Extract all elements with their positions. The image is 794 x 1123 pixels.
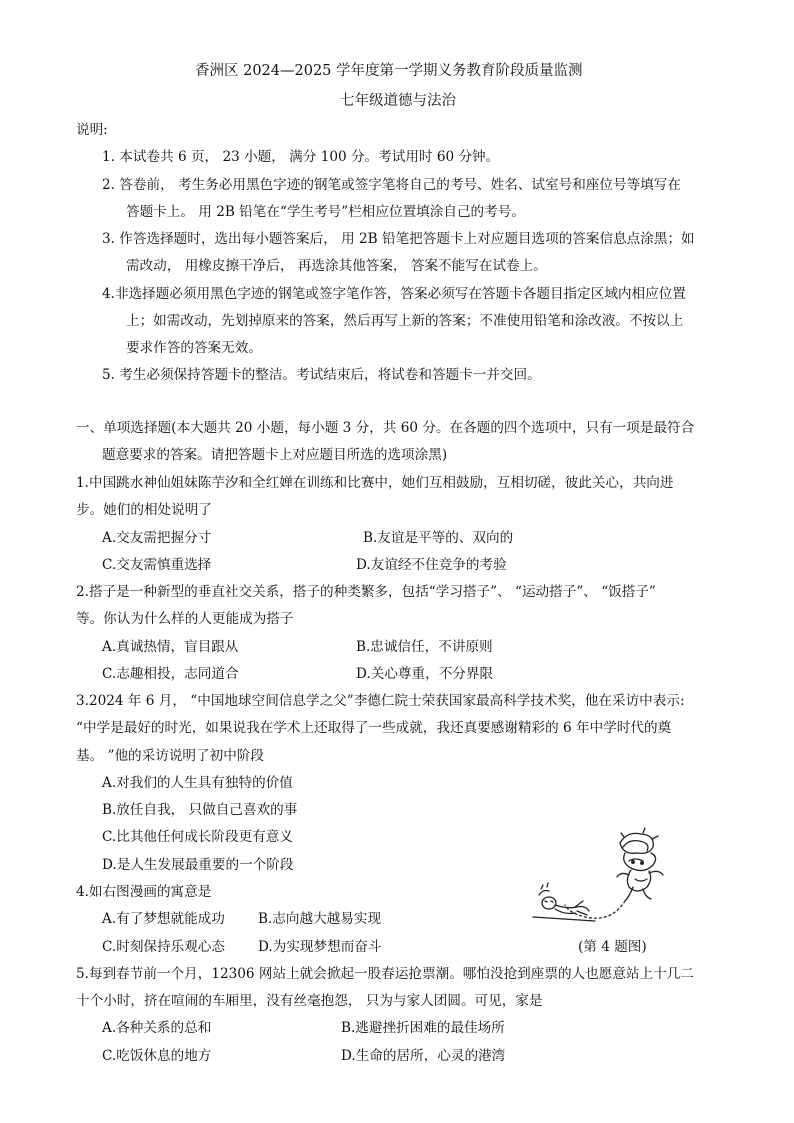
- instruction-item: 4.非选择题必须用黑色字迹的钢笔或签字笔作答，答案必须写在答题卡各题目指定区域内相应位置: [102, 286, 686, 302]
- option-c: C.比其他任何成长阶段更有意义: [102, 829, 293, 845]
- question-stem: 4.如右图漫画的寓意是: [76, 884, 212, 900]
- question-stem: 步。她们的相处说明了: [76, 502, 212, 518]
- option-c: C.吃饭休息的地方: [102, 1048, 212, 1064]
- section-heading-cont: 题意要求的答案。请把答题卡上对应题目所选的选项涂黑): [102, 447, 448, 463]
- option-b: B.逃避挫折困难的最佳场所: [341, 1020, 505, 1036]
- instruction-item: 答题卡上。 用 2B 铅笔在“学生考号”栏相应位置填涂自己的考号。: [126, 204, 525, 220]
- instruction-item: 2. 答卷前， 考生务必用黑色字迹的钢笔或签字笔将自己的考号、姓名、试室号和座位号等填写在: [102, 177, 681, 193]
- instruction-item: 1. 本试卷共 6 页， 23 小题， 满分 100 分。考试用时 60 分钟。: [102, 149, 500, 165]
- option-c: C.交友需慎重选择: [102, 557, 212, 573]
- option-d: D.生命的居所，心灵的港湾: [341, 1048, 506, 1064]
- instruction-item: 上；如需改动，先划掉原来的答案，然后再写上新的答案；不准使用铅笔和涂改液。不按以上: [126, 313, 684, 329]
- option-d: D.关心尊重，不分界限: [356, 666, 494, 682]
- question-stem: “中学是最好的时光，如果说我在学术上还取得了一些成就，我还真要感谢精彩的 6 年中学时代的奠: [76, 720, 672, 736]
- question-stem: 基。 ”他的采访说明了初中阶段: [76, 748, 264, 764]
- instructions-label: 说明:: [76, 122, 108, 138]
- option-b: B.志向越大越易实现: [258, 911, 382, 927]
- figure-caption: (第 4 题图): [578, 939, 647, 955]
- option-a: A.各种关系的总和: [102, 1020, 212, 1036]
- option-a: A.对我们的人生具有独特的价值: [102, 775, 293, 791]
- option-d: D.为实现梦想而奋斗: [258, 939, 382, 955]
- cartoon-illustration: [525, 825, 675, 933]
- option-b: B.忠诚信任，不讲原则: [356, 639, 493, 655]
- instruction-item: 5. 考生必须保持答题卡的整洁。考试结束后，将试卷和答题卡一并交回。: [102, 367, 541, 383]
- option-d: D.友谊经不住竞争的考验: [356, 557, 507, 573]
- page-subtitle: 七年级道德与法治: [340, 93, 456, 109]
- option-b: B.友谊是平等的、双向的: [363, 530, 514, 546]
- option-a: A.真诚热情，盲目跟从: [102, 639, 239, 655]
- instruction-item: 要求作答的答案无效。: [126, 340, 262, 356]
- question-stem: 等。你认为什么样的人更能成为搭子: [76, 611, 294, 627]
- question-stem: 1.中国跳水神仙姐妹陈芋汐和全红婵在训练和比赛中，她们互相鼓励，互相切磋，彼此关心，共向进: [76, 475, 674, 491]
- option-a: A.交友需把握分寸: [102, 530, 212, 546]
- section-heading: 一、单项选择题(本大题共 20 小题，每小题 3 分，共 60 分。在各题的四个选项中，只有一项是最符合: [76, 420, 695, 436]
- question-stem: 5.每到春节前一个月，12306 网站上就会掀起一股春运抢票潮。哪怕没抢到座票的人也愿意站上十几二: [76, 966, 694, 982]
- page-title: 香洲区 2024—2025 学年度第一学期义务教育阶段质量监测: [195, 63, 583, 79]
- option-c: C.志趣相投，志同道合: [102, 666, 239, 682]
- question-stem: 2.搭子是一种新型的垂直社交关系，搭子的种类繁多，包括“学习搭子”、 “运动搭子”、 “饭搭子”: [76, 584, 656, 600]
- question-stem: 3.2024 年 6 月， “中国地球空间信息学之父”李德仁院士荣获国家最高科学技术奖，他在采访中表示:: [76, 693, 685, 709]
- option-a: A.有了梦想就能成功: [102, 911, 225, 927]
- question-stem: 十个小时，挤在喧闹的车厢里，没有丝毫抱怨， 只为与家人团圆。可见，家是: [76, 993, 543, 1009]
- option-d: D.是人生发展最重要的一个阶段: [102, 857, 294, 873]
- option-b: B.放任自我， 只做自己喜欢的事: [102, 802, 298, 818]
- instruction-item: 3. 作答选择题时，选出每小题答案后， 用 2B 铅笔把答题卡上对应题目选项的答案信息点涂黑；如: [102, 231, 695, 247]
- instruction-item: 需改动， 用橡皮擦干净后， 再选涂其他答案， 答案不能写在试卷上。: [126, 258, 547, 274]
- option-c: C.时刻保持乐观心态: [102, 939, 225, 955]
